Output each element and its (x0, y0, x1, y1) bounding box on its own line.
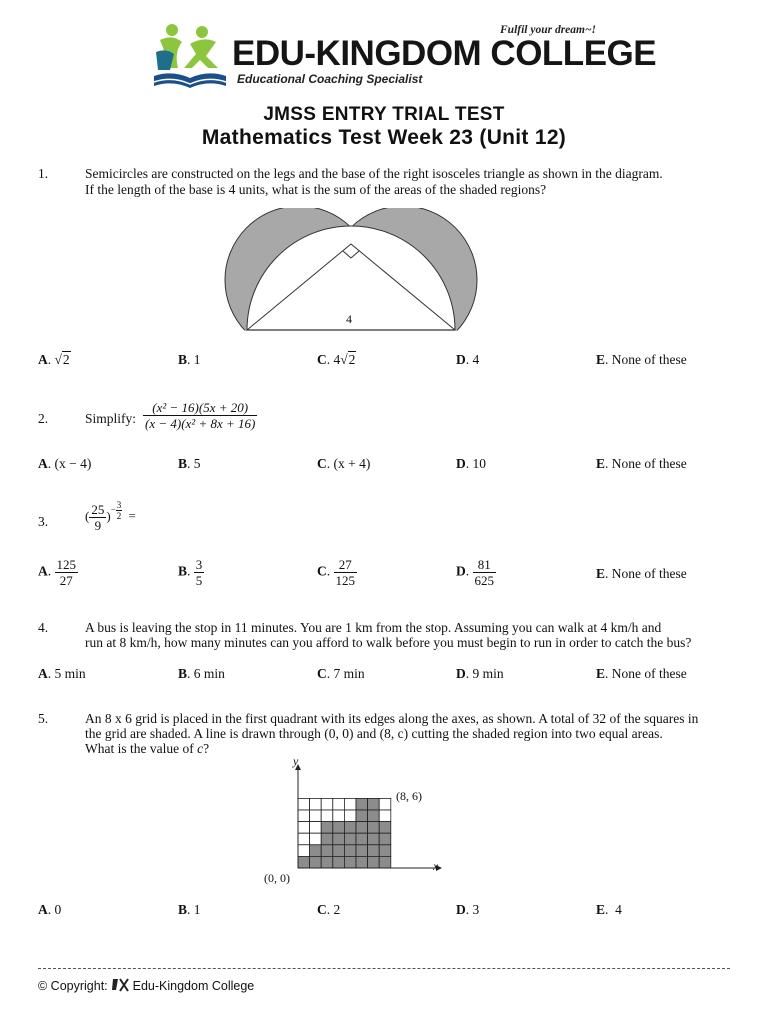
option-e: E. None of these (596, 666, 687, 681)
test-subtitle: Mathematics Test Week 23 (Unit 12) (201, 126, 567, 149)
shaded-grid-cell (356, 822, 368, 834)
grid-cell (310, 833, 322, 845)
shaded-grid-cell (310, 856, 322, 868)
grid-cell (310, 822, 322, 834)
power-expression: ( $\frac{25}{9}$ )− $\frac{3}{2}$ = (85, 500, 136, 533)
origin-label: (0, 0) (264, 871, 290, 885)
question-text-line: A bus is leaving the stop in 11 minutes. You are 1 km from the stop. Assuming you can walk at 4 km/h and (85, 620, 662, 635)
question-text-line: An 8 x 6 grid is placed in the first quadrant with its edges along the axes, as shown. A total of 32 of the squares in (85, 711, 699, 726)
shaded-grid-cell (333, 833, 345, 845)
slogan: Fulfil your dream~! (500, 24, 597, 36)
grid-cell (298, 822, 310, 834)
option-d: D. 3 (456, 902, 480, 917)
grid-cell (321, 810, 333, 822)
shaded-grid-cell (368, 810, 380, 822)
question-prompt: Simplify: (85, 411, 137, 426)
option-d: D. 10 (456, 456, 486, 471)
brand-tagline: Educational Coaching Specialist (237, 72, 423, 86)
shaded-grid-cell (379, 822, 391, 834)
option-a: A. (x − 4) (38, 456, 92, 471)
base-length-label: 4 (346, 312, 352, 326)
expression-fraction: $\frac{\text{(x² − 16)(5x + 20)}}{\text{(x − 4)(x² + 8x + 16)}}$ (145, 400, 256, 431)
shaded-grid-cell (298, 856, 310, 868)
test-title: JMSS ENTRY TRIAL TEST (263, 104, 505, 125)
grid-cell (379, 798, 391, 810)
option-e: E. 4 (596, 902, 622, 917)
shaded-grid-cell (321, 856, 333, 868)
corner-label: (8, 6) (396, 789, 422, 803)
option-d: D. $\frac{81}{625}$ (456, 557, 494, 588)
shaded-grid-cell (356, 845, 368, 857)
y-axis-label: y (293, 754, 299, 768)
shaded-grid-cell (368, 856, 380, 868)
grid-cell (310, 798, 322, 810)
question-text-line: run at 8 km/h, how many minutes can you afford to walk before you must begin to run in order to catch the bus? (85, 635, 692, 650)
college-logo-icon (152, 22, 232, 94)
shaded-grid-cell (333, 822, 345, 834)
shaded-grid-cell (333, 845, 345, 857)
option-c: C. $\frac{27}{125}$ (317, 557, 355, 588)
grid-figure (258, 756, 448, 888)
shaded-grid-cell (344, 856, 356, 868)
shaded-grid-cell (368, 845, 380, 857)
shaded-grid-cell (379, 833, 391, 845)
footer: © Copyright: Edu-Kingdom College (38, 979, 255, 993)
option-e: E. None of these (596, 566, 687, 581)
question-number: 4. (38, 620, 49, 635)
option-b: B. 5 (178, 456, 201, 471)
question-number: 3. (38, 514, 49, 529)
grid-cell (321, 798, 333, 810)
option-b: B. 1 (178, 902, 201, 917)
shaded-grid-cell (344, 833, 356, 845)
option-a: A. √2 (38, 352, 70, 367)
shaded-grid-cell (310, 845, 322, 857)
grid-cell (298, 845, 310, 857)
shaded-grid-cell (356, 833, 368, 845)
question-number: 5. (38, 711, 49, 726)
shaded-grid-cell (344, 822, 356, 834)
shaded-grid-cell (356, 810, 368, 822)
shaded-grid-cell (344, 845, 356, 857)
brand-name: EDU-KINGDOM COLLEGE (232, 34, 657, 73)
shaded-grid-cell (321, 833, 333, 845)
option-b: B. 1 (178, 352, 201, 367)
shaded-grid-cell (321, 822, 333, 834)
shaded-grid-cell (356, 798, 368, 810)
grid-cell (344, 798, 356, 810)
option-d: D. 9 min (456, 666, 504, 681)
footer-divider (38, 968, 730, 969)
option-c: C. 7 min (317, 666, 365, 681)
option-e: E. None of these (596, 456, 687, 471)
option-a: A. 0 (38, 902, 62, 917)
option-c: C. (x + 4) (317, 456, 371, 471)
grid-cell (344, 810, 356, 822)
shaded-grid-cell (379, 845, 391, 857)
option-a: A. $\frac{125}{27}$ (38, 557, 76, 588)
grid-cell (310, 810, 322, 822)
question-text-line: If the length of the base is 4 units, what is the sum of the areas of the shaded regions? (85, 182, 547, 197)
x-axis-label: x (433, 859, 439, 873)
grid-cell (298, 798, 310, 810)
shaded-grid-cell (321, 845, 333, 857)
option-b: B. $\frac{3}{5}$ (178, 557, 203, 588)
option-a: A. 5 min (38, 666, 86, 681)
grid-cell (333, 798, 345, 810)
shaded-grid-cell (368, 798, 380, 810)
shaded-grid-cell (333, 856, 345, 868)
option-b: B. 6 min (178, 666, 225, 681)
option-e: E. None of these (596, 352, 687, 367)
question-number: 2. (38, 411, 49, 426)
shaded-grid-cell (368, 833, 380, 845)
grid-cell (298, 810, 310, 822)
shaded-grid-cell (379, 856, 391, 868)
question-text-line: Semicircles are constructed on the legs and the base of the right isosceles triangle as shown in the diagram. (85, 166, 663, 181)
semicircle-triangle-figure (222, 208, 482, 336)
option-c: C. 2 (317, 902, 341, 917)
shaded-grid-cell (368, 822, 380, 834)
grid-cell (333, 810, 345, 822)
grid-cell (298, 833, 310, 845)
college-mini-logo-icon (111, 978, 129, 992)
shaded-grid-cell (356, 856, 368, 868)
question-text-line: What is the value of c? (85, 741, 210, 756)
option-d: D. 4 (456, 352, 480, 367)
grid-cell (379, 810, 391, 822)
question-number: 1. (38, 166, 49, 181)
question-text-line: the grid are shaded. A line is drawn through (0, 0) and (8, c) cutting the shaded region into two equal areas. (85, 726, 663, 741)
option-c: C. 4√2 (317, 352, 356, 367)
